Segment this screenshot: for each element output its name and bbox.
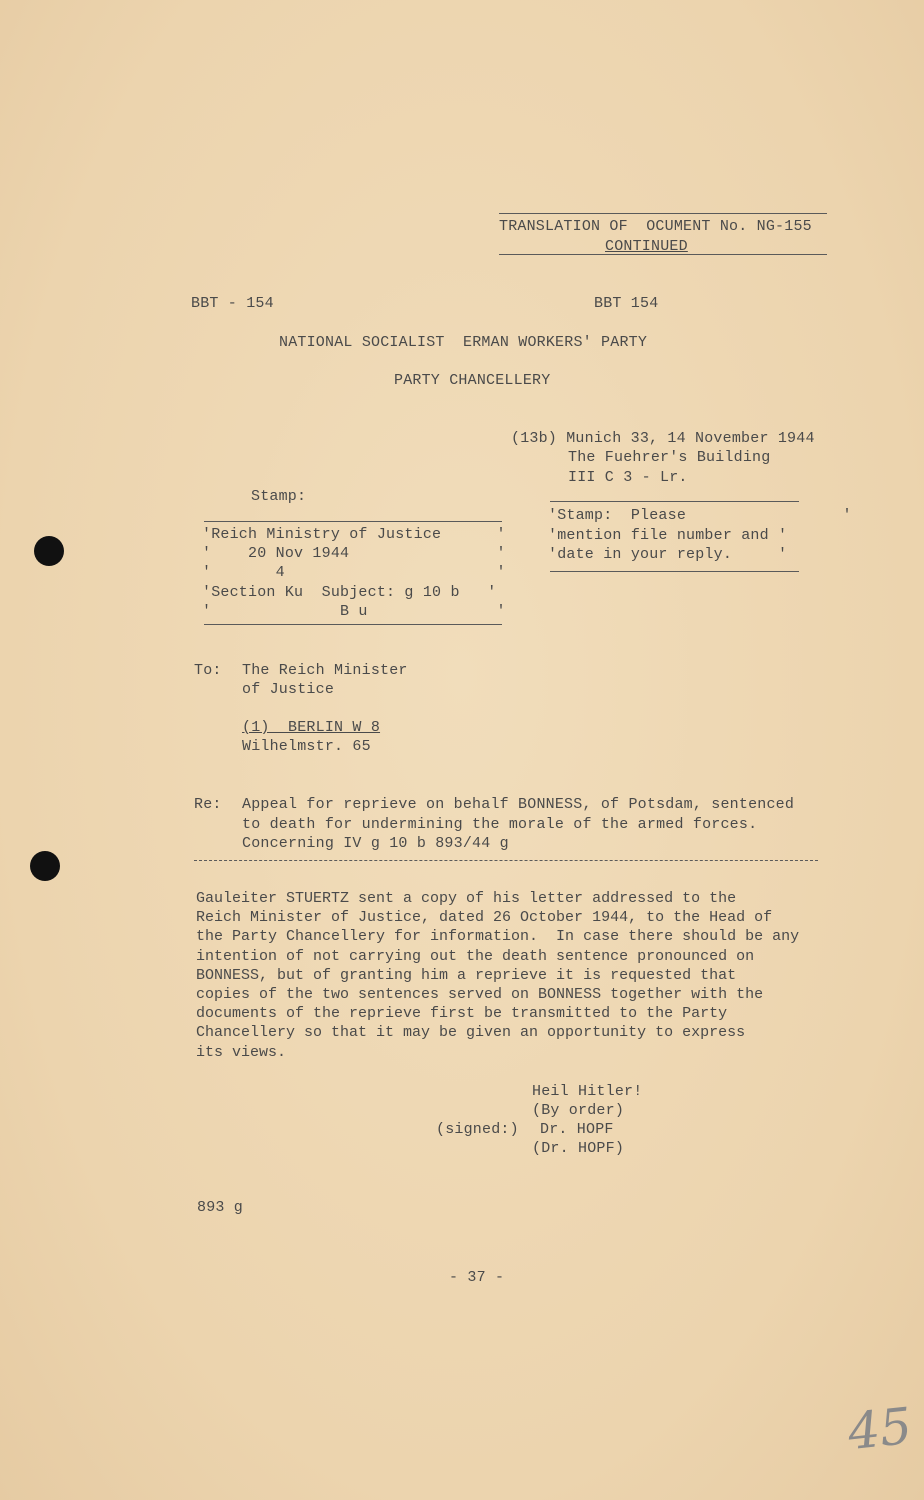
received-stamp-line-2: ' 20 Nov 1944 '	[202, 545, 506, 562]
body-line: Gauleiter STUERTZ sent a copy of his letter addressed to the	[196, 890, 737, 907]
body-line: Chancellery so that it may be given an opportunity to express	[196, 1024, 746, 1042]
reference-number: 893 g	[197, 1199, 244, 1216]
re-divider	[194, 860, 818, 861]
closing-greeting: Heil Hitler!	[532, 1083, 643, 1100]
doc-id-right: BBT 154	[594, 295, 659, 312]
to-line-1: The Reich Minister	[242, 662, 408, 679]
typed-name: (Dr. HOPF)	[532, 1140, 625, 1157]
body-line: documents of the reprieve first be transmitted to the Party	[196, 1005, 728, 1023]
reply-stamp-top-rule	[550, 501, 799, 502]
origin-line-1: (13b) Munich 33, 14 November 1944	[511, 430, 815, 447]
re-line-2: to death for undermining the morale of the armed forces.	[242, 816, 758, 833]
received-stamp-top-rule	[204, 521, 502, 522]
body-line: the Party Chancellery for information. In case there should be any	[196, 928, 800, 946]
re-line-1: Appeal for reprieve on behalf BONNESS, of Potsdam, sentenced	[242, 796, 795, 813]
punch-hole-bottom	[30, 851, 60, 881]
received-stamp-line-5: ' B u '	[202, 603, 506, 620]
signed-label: (signed:)	[436, 1121, 519, 1138]
received-stamp-line-4: 'Section Ku Subject: g 10 b '	[202, 584, 497, 601]
letterhead-org: NATIONAL SOCIALIST ERMAN WORKERS' PARTY	[279, 334, 648, 351]
to-line-3: (1) BERLIN W 8	[242, 719, 381, 736]
reply-stamp-line-1: 'Stamp: Please '	[548, 507, 852, 524]
received-stamp-line-3: ' 4 '	[202, 564, 506, 581]
body-line: BONNESS, but of granting him a reprieve it is requested that	[196, 966, 737, 984]
doc-id-left: BBT - 154	[191, 295, 274, 312]
letterhead-dept: PARTY CHANCELLERY	[394, 372, 551, 389]
body-line: its views.	[196, 1043, 287, 1061]
body-line: copies of the two sentences served on BONNESS together with the	[196, 986, 764, 1004]
received-stamp-line-1: 'Reich Ministry of Justice '	[202, 526, 506, 543]
received-stamp-bottom-rule	[204, 624, 502, 625]
body-paragraph	[196, 889, 856, 1062]
stamp-label: Stamp:	[251, 488, 307, 505]
reply-stamp-line-2: 'mention file number and '	[548, 527, 788, 544]
body-line: intention of not carrying out the death sentence pronounced on	[196, 947, 755, 965]
re-label: Re:	[194, 796, 222, 813]
origin-line-2: The Fuehrer's Building	[568, 449, 771, 466]
punch-hole-top	[34, 536, 64, 566]
re-line-3: Concerning IV g 10 b 893/44 g	[242, 835, 509, 852]
continued-label: CONTINUED	[605, 238, 688, 255]
body-line: Reich Minister of Justice, dated 26 October 1944, to the Head of	[196, 909, 773, 927]
reply-stamp-bottom-rule	[550, 571, 799, 572]
to-line-4: Wilhelmstr. 65	[242, 738, 371, 755]
header-rule-top	[499, 213, 827, 214]
handwritten-number: 45	[845, 1396, 915, 1462]
signed-name: Dr. HOPF	[540, 1121, 614, 1138]
closing-by-order: (By order)	[532, 1102, 625, 1119]
page-number: - 37 -	[449, 1269, 505, 1286]
to-line-2: of Justice	[242, 681, 335, 698]
to-label: To:	[194, 662, 222, 679]
header-rule-bottom	[499, 254, 827, 255]
translation-line: TRANSLATION OF OCUMENT No. NG-155	[499, 218, 812, 235]
origin-line-3: III C 3 - Lr.	[568, 469, 688, 486]
reply-stamp-line-3: 'date in your reply. '	[548, 546, 788, 563]
